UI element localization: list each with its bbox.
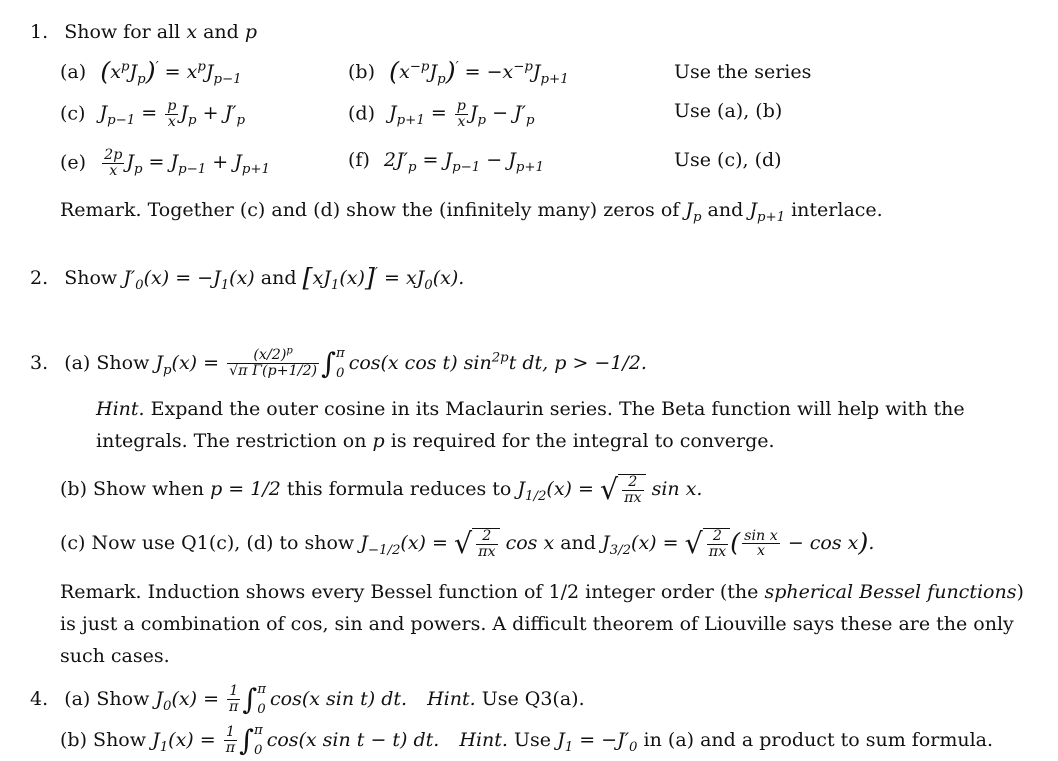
q3-hint (96, 393, 1041, 457)
q1-remark (60, 198, 883, 225)
q4-b-formula: $J_1(x)$ = $\frac{1}{\pi}$ ∫ π 0 cos(x sin t − t) dt. (152, 723, 440, 758)
q1-b (348, 57, 569, 87)
q3-b-text: Show when (93, 477, 205, 500)
q3-remark-text1: Induction shows every Bessel function of 1/2 integer order (the (147, 581, 759, 603)
q1-f-label: (f) (348, 149, 370, 171)
q3-b-formula: $J_{1/2}(x)$ = √ $\frac{2}{\pi x}$ sin x. (517, 472, 703, 506)
q3-c-label: (c) (60, 531, 86, 554)
q1-d-label: (d) (348, 102, 375, 125)
q3-a-show: Show (96, 351, 150, 374)
q3-c (60, 528, 874, 560)
q3-remark-label: Remark. (60, 581, 142, 603)
q3-remark (60, 576, 1045, 672)
q1-f (348, 148, 544, 175)
q3-b-cond: p = 1/2 (210, 477, 281, 500)
q4-a-hint: Use Q3(a). (481, 687, 585, 710)
q1-e-label: (e) (60, 151, 87, 174)
q3-remark-italic: spherical Bessel functions (764, 581, 1017, 603)
q4-b-hint-use: Use (514, 728, 552, 751)
q1-var-p: p (244, 21, 258, 43)
q4-a-hint-label: Hint. (427, 687, 476, 710)
q4-b (60, 721, 993, 761)
q4-a-show: Show (96, 687, 150, 710)
q2-show: Show (64, 267, 118, 289)
q1-intro: Show for all (64, 21, 181, 43)
q1-c-formula: $J_{p-1}$ = $\frac{p}{x}$ $J_p + J'_p$ (99, 98, 245, 130)
q1-d-formula: $J_{p+1}$ = $\frac{p}{x}$ $J_p - J'_p$ (389, 98, 535, 130)
q3-hint-text: Expand the outer cosine in its Maclaurin series. The Beta function will help with the integrals. The restriction on (96, 398, 965, 452)
q3-c-formula-1: $J_{-1/2}(x)$ = √ $\frac{2}{\pi x}$ cos x (360, 526, 555, 560)
q3-c-formula-2: $J_{3/2}(x)$ = √ $\frac{2}{\pi x}$ ( $\frac{\text{sin x}}{x}$ − cos x). (602, 526, 875, 560)
q1-remark-label: Remark. (60, 199, 142, 221)
q1-use-cd: Use (c), (d) (674, 149, 782, 171)
q1-remark-jp: $J_p$ (685, 199, 702, 225)
q1-number: 1. (30, 21, 49, 43)
q1-a-formula: $(x^pJ_p)' = x^pJ_{p-1}$ (100, 57, 242, 87)
q4-a-label: (a) (64, 687, 91, 710)
q4-number: 4. (30, 687, 49, 710)
q3-hint-var: p (372, 430, 385, 452)
q4-b-label: (b) (60, 728, 87, 751)
q1-c-label: (c) (60, 102, 86, 125)
q1-c (60, 99, 245, 130)
q1-remark-and: and (707, 199, 744, 221)
q1-a (60, 57, 242, 87)
q3-c-and: and (560, 531, 596, 554)
q1-f-formula: $2J'_p = J_{p-1} - J_{p+1}$ (383, 149, 544, 175)
q1-a-label: (a) (60, 61, 87, 83)
q1-use-ab: Use (a), (b) (674, 100, 783, 122)
q3-a-label: (a) (64, 351, 91, 374)
q3-a-formula: $J_p(x)$ = $\frac{(x/2)^p}{\text{√π Γ(p+1/2)}}$ ∫ π 0 cos(x cos t) $\sin^{2p}t$ dt, p > −1/2. (155, 345, 647, 381)
q1-b-formula: $(x^{-p}J_p)' = -x^{-p}J_{p+1}$ (389, 57, 569, 87)
q4-a-formula: $J_0(x)$ = $\frac{1}{\pi}$ ∫ π 0 cos(x sin t) dt. (155, 682, 408, 717)
q2 (30, 263, 465, 293)
q3-remark-text2: ) is just a combination of cos, sin and powers. A difficult theorem of Liouville says these are the only such cases. (60, 581, 1024, 667)
q4-b-hint-end: in (a) and a product to sum formula. (643, 728, 994, 751)
q4-b-show: Show (93, 728, 147, 751)
q2-formula-2: $[xJ_1(x)]' = xJ_0(x)$. (302, 263, 465, 293)
q3-b (60, 474, 702, 506)
q2-formula-1: $J'_0(x) = -J_1(x)$ (123, 267, 255, 293)
q1-remark-jp1: $J_{p+1}$ (749, 199, 786, 225)
q3-c-text: Now use Q1(c), (d) to show (91, 531, 355, 554)
q1-var-x: x (186, 21, 198, 43)
q4-a (30, 680, 585, 720)
q3-hint-label: Hint. (96, 398, 145, 420)
q3-hint-end: is required for the integral to converge. (390, 430, 775, 452)
q1-e (60, 148, 270, 179)
q4-b-hint-label: Hint. (459, 728, 508, 751)
q1-heading (30, 20, 257, 44)
q1-remark-text: Together (c) and (d) show the (infinitely many) zeros of (147, 199, 680, 221)
q3-b-text2: this formula reduces to (286, 477, 512, 500)
q3-a (30, 344, 647, 384)
q2-and: and (260, 267, 297, 289)
q1-use-series: Use the series (674, 61, 812, 83)
q1-b-label: (b) (348, 61, 375, 83)
q1-d (348, 99, 535, 130)
q1-intro-and: and (203, 21, 239, 43)
q4-b-hint-formula: $J_1 = -J'_0$ (557, 728, 638, 755)
q2-number: 2. (30, 267, 49, 289)
q1-remark-end: interlace. (791, 199, 883, 221)
q3-b-label: (b) (60, 477, 87, 500)
q1-e-formula: $\frac{2p}{x}$ $J_p = J_{p-1} + J_{p+1}$ (104, 147, 270, 179)
q3-number: 3. (30, 351, 49, 374)
